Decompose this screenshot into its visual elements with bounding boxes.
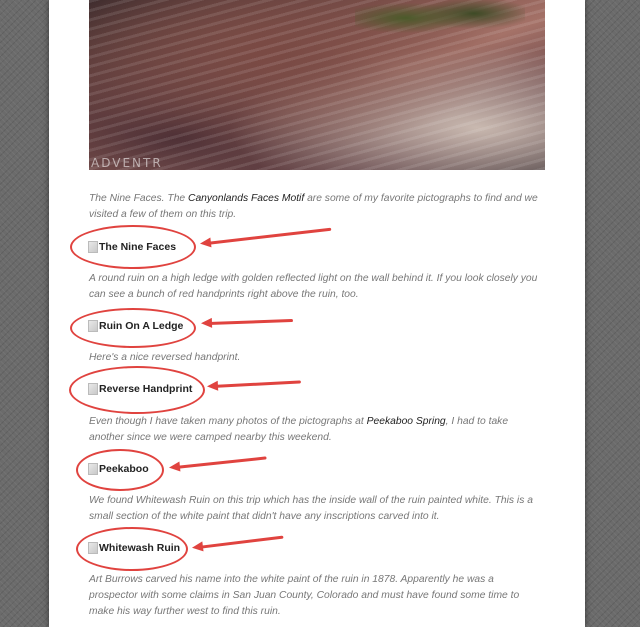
image-alt-text: Ruin On A Ledge xyxy=(99,320,184,332)
canyonlands-faces-link[interactable]: Canyonlands Faces Motif xyxy=(188,193,305,204)
caption-ruin-on-ledge: A round ruin on a high ledge with golden reflected light on the wall behind it. If you look closely you can see a bunch of red handprints right above the ruin, too. xyxy=(89,273,538,300)
caption-nine-faces-intro: The Nine Faces. The Canyonlands Faces Motif are some of my favorite pictographs to find and we visited a few of them on this trip. xyxy=(89,193,538,220)
annotation-circle xyxy=(70,308,196,348)
annotation-circle xyxy=(76,527,188,571)
photo-watermark: ADVENTR xyxy=(91,156,163,170)
annotation-circle xyxy=(69,366,205,414)
canyon-photo[interactable] xyxy=(89,0,545,170)
image-alt-text: Whitewash Ruin xyxy=(99,542,181,554)
caption-art-burrows: Art Burrows carved his name into the white paint of the ruin in 1878. Apparently he was a prospector with some claims in San Juan County, Colorado and must have found some time to make his way further west to find this ruin. xyxy=(89,574,520,617)
annotation-circle xyxy=(76,449,164,491)
image-alt-text: Peekaboo xyxy=(99,463,149,475)
annotation-circle xyxy=(70,225,196,269)
shrub-foliage xyxy=(355,0,525,45)
image-alt-text: Reverse Handprint xyxy=(99,383,193,395)
caption-peekaboo: Even though I have taken many photos of the pictographs at Peekaboo Spring, I had to take another since we were camped nearby this weekend. xyxy=(89,416,509,443)
image-alt-text: The Nine Faces xyxy=(99,241,177,253)
caption-reverse-handprint: Here's a nice reversed handprint. xyxy=(89,352,241,363)
peekaboo-spring-link[interactable]: Peekaboo Spring xyxy=(366,416,446,427)
caption-whitewash-ruin: We found Whitewash Ruin on this trip which has the inside wall of the ruin painted white. This is a small section of the white paint that didn't have any inscriptions carved into it. xyxy=(89,495,533,522)
